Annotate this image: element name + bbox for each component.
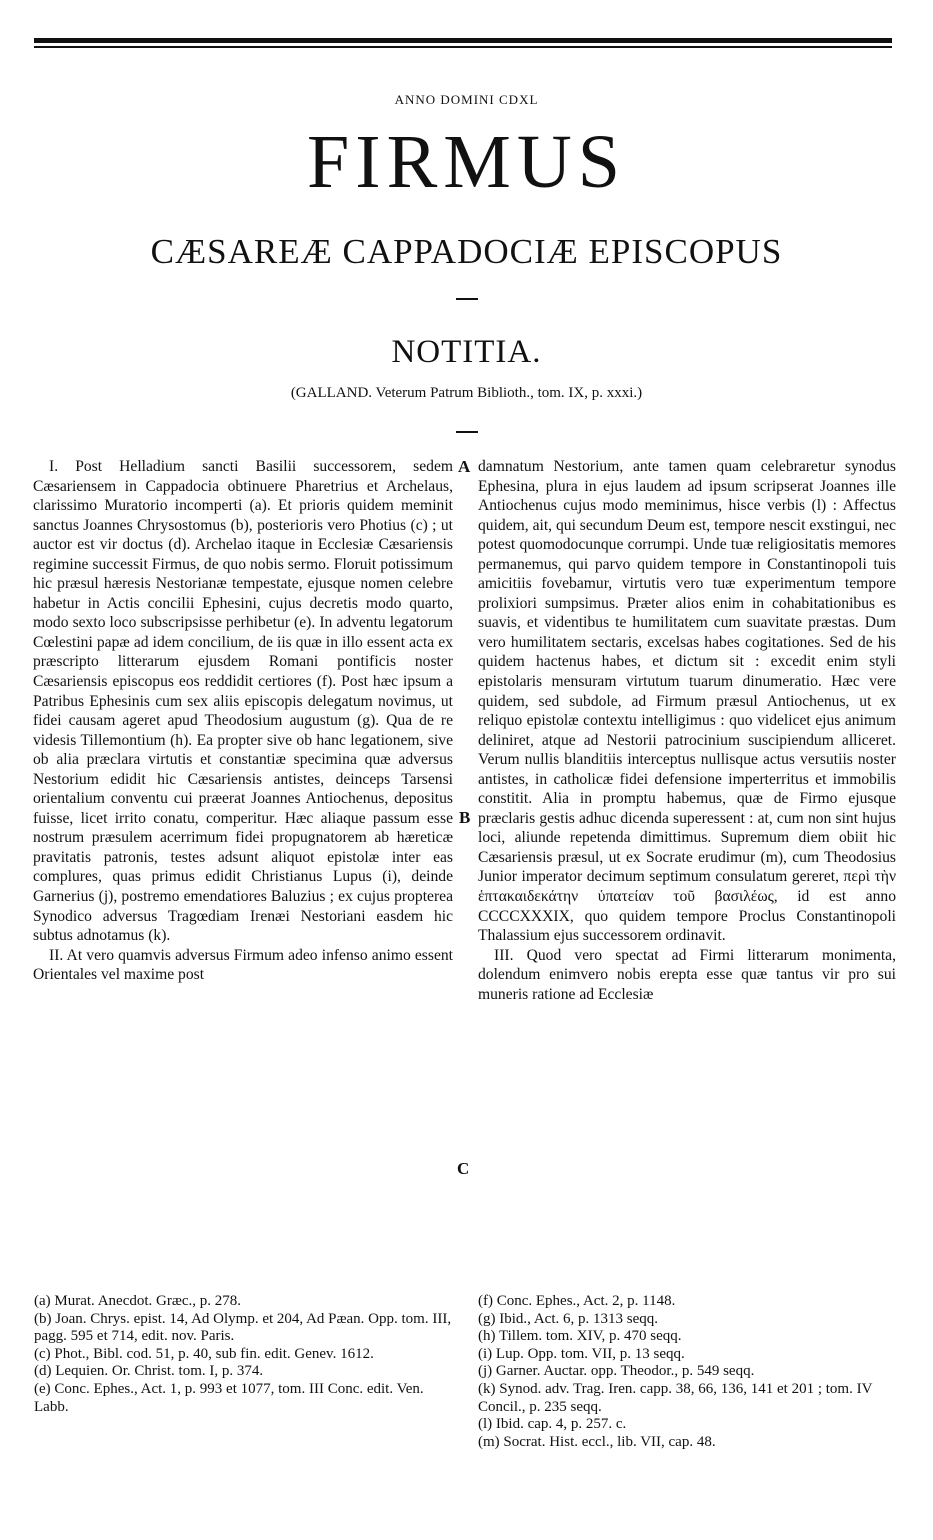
footnote: (j) Garner. Auctar. opp. Theodor., p. 549 seqq. — [478, 1363, 755, 1380]
paragraph-3-start: III. Quod vero spectat ad Firmi litterarum monimenta, dolendum enimvero nobis erepta esse quæ tantus vir pro sui muneris ratione ad Ecclesiæ — [478, 946, 896, 1003]
paragraph-2-start: II. At vero quamvis adversus Firmum adeo infenso animo essent Orientales vel maxime post — [33, 946, 453, 984]
footnote: (h) Tillem. tom. XIV, p. 470 seqq. — [478, 1328, 682, 1345]
divider-dash — [456, 431, 478, 433]
page-subtitle: CÆSAREÆ CAPPADOCIÆ EPISCOPUS — [150, 232, 783, 271]
margin-marker-b: B — [459, 808, 471, 827]
footnote: (d) Lequien. Or. Christ. tom. I, p. 374. — [34, 1363, 264, 1380]
paragraph-2-continued: damnatum Nestorium, ante tamen quam celebraretur synodus Ephesina, plura in ejus laudem ad ipsum scripserat Joannes ille Antiochenus cujus modo meminimus, hisce verbis (l) : Affectus quidem, ait, qui secundum Deum est, tempore nescit exstingui, nec potest quomodocunque corrumpi. Unde tuæ religiositatis memores permanemus, qui parvo quidem tempore in Constantinopoli tuis amicitiis fovebamur, virtutis vero tuæ experimentum tempore prolixiori sumpsimus. Præter alios enim in cohabitationibus es suavis, et videntibus te humilitatem cum suavitate præstas. Dum vero humilitatem sectaris, excelsas habes cogitationes. Sed de his quidem hactenus habes, et dictum sit : excedit enim styli epistolaris mensuram virtutum tuarum dinumeratio. Hæc vere quidem, sed subdole, ad Firmum præsul Antiochenus, ut ex reliquo epistolæ contextu intelligimus : quo videlicet ejus animum deliniret, atque ad Nestorii patrocinium suscipiendum alliceret. Verum nullis blanditiis interceptus nullisque actus versutiis noster antistes, in catholicæ fidei defensione imperterritus et immobilis constitit. Alia in promptu habemus, quæ de Firmo ejusque præclaris gestis adhuc dicenda superessent : at, cum non sint hujus loci, aliunde repetenda dimittimus. Supremum diem obiit hic Cæsariensis præsul, ut ex Socrate erudimur (m), cum Theodosius Junior imperator decimum septimum consulatum gereret, περὶ τὴν ἑπτακαιδεκάτην ὑπατείαν τοῦ βασιλέως, id est anno CCCCXXXIX, quo quidem tempore Proclus Constantinopoli Thalassium ejus successorem ordinavit. — [478, 458, 896, 945]
footnote: (i) Lup. Opp. tom. VII, p. 13 seqq. — [478, 1345, 685, 1362]
footnotes-right — [478, 1293, 896, 1451]
margin-marker-c: C — [457, 1159, 470, 1178]
footnote: (f) Conc. Ephes., Act. 2, p. 1148. — [478, 1293, 676, 1309]
section-heading: NOTITIA. — [391, 334, 542, 370]
page-title: FIRMUS — [307, 120, 626, 204]
footnote: (g) Ibid., Act. 6, p. 1313 seqq. — [478, 1310, 658, 1327]
margin-marker-a: A — [458, 457, 471, 476]
source-citation: (GALLAND. Veterum Patrum Biblioth., tom. IX, p. xxxi.) — [290, 385, 643, 401]
footnote: (k) Synod. adv. Trag. Iren. capp. 38, 66, 136, 141 et 201 ; tom. IV Concil., p. 235 seqq. — [478, 1380, 873, 1415]
footnote: (c) Phot., Bibl. cod. 51, p. 40, sub fin. edit. Genev. 1612. — [34, 1345, 374, 1362]
footnotes-left — [34, 1293, 454, 1416]
top-rule — [34, 38, 892, 43]
divider-dash — [456, 298, 478, 300]
footnote: (l) Ibid. cap. 4, p. 257. c. — [478, 1416, 627, 1433]
top-rule-thin — [34, 46, 892, 48]
footnote: (a) Murat. Anecdot. Græc., p. 278. — [34, 1293, 242, 1309]
footnote: (m) Socrat. Hist. eccl., lib. VII, cap. 48. — [478, 1433, 716, 1450]
paragraph-1: I. Post Helladium sancti Basilii successorem, sedem Cæsariensem in Cappadocia obtinuere Pharetrius et Archelaus, clarissimo Muratorio incomperti (a). Et prioris quidem meminit sanctus Joannes Chrysostomus (b), posterioris vero Photius (c) ; ut auctor est vir doctus (d). Archelao itaque in Ecclesiæ Cæsariensis regimine successit Firmus, de quo nobis sermo. Floruit potissimum hic præsul hæresis Nestorianæ tempestate, ejusque nomen celebre habetur in Actis concilii Ephesini, cujus decretis modo quarto, modo sexto loco subscripsisse perhibetur (e). In adventu legatorum Cœlestini papæ ad idem concilium, de iis quæ in illo essent acta ex præscripto litterarum ejusdem Romani pontificis noster Cæsariensis episcopus eos reddidit certiores (f). Post hæc ipsum a Patribus Ephesinis cum sex aliis episcopis delegatum novimus, ut fidei causam ageret apud Theodosium augustum (g). Qua de re videsis Tillemontium (h). Ea propter sive ob hanc legationem, sive ob alia præclara virtutis et constantiæ specimina quæ adversus Nestorium edidit hic Cæsariensis antistes, deinceps Tarsensi orientalium conventu cui præerat Joannes Antiochenus, depositus fuisse, licet irrito conatu, comperitur. Hæc aliaque passum esse nostrum præsulem acerrimum fidei propugnatorem ab hæreticæ pravitatis patronis, testes adsunt aliquot epistolæ inter eas complures, quas primus edidit Christianus Lupus (i), deinde Garnerius (j), postremo emendatiores Baluzius ; ex cujus propterea Synodico adversus Tragœdiam Irenæi Nestoriani easdem hic subtus adnotamus (k). — [33, 458, 453, 945]
footnote: (b) Joan. Chrys. epist. 14, Ad Olymp. et 204, Ad Pæan. Opp. tom. III, pagg. 595 et 714, edit. nov. Paris. — [34, 1310, 452, 1345]
year-heading: ANNO DOMINI CDXL — [394, 92, 539, 107]
left-column — [33, 457, 453, 985]
footnote: (e) Conc. Ephes., Act. 1, p. 993 et 1077, tom. III Conc. edit. Ven. Labb. — [34, 1380, 424, 1415]
right-column — [478, 457, 896, 1004]
